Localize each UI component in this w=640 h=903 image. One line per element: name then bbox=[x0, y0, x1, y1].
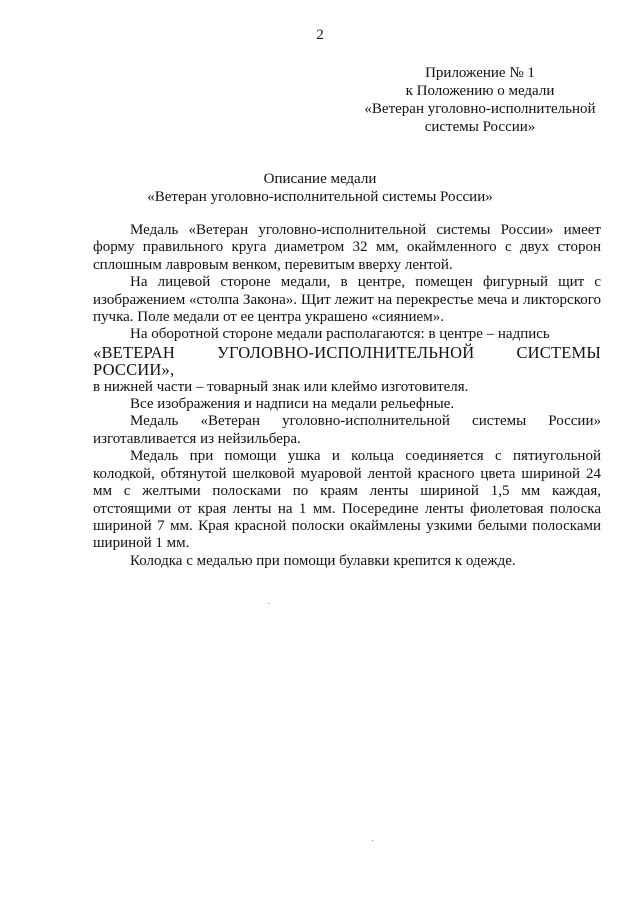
appendix-line-3: «Ветеран уголовно-исполнительной bbox=[364, 101, 596, 117]
appendix-line-2: к Положению о медали bbox=[405, 83, 555, 99]
reverse-text-start: На оборотной стороне медали располагаются: в центре – надпись bbox=[130, 326, 550, 343]
paragraph-ribbon: Медаль при помощи ушка и кольца соединяется с пятиугольной колодкой, обтянутой шелковой муаровой лентой красного цвета шириной 24 мм с желтыми полосками по краям ленты шириной 1,5 мм каждая, отстоящими от края ленты на 1 мм. Посередине ленты фиолетовая полоска шириной 7 мм. Края красной полоски окаймлены узкими белыми полосками шириной 1 мм. bbox=[93, 448, 601, 552]
paragraph-medal-shape: Медаль «Ветеран уголовно-исполнительной системы России» имеет форму правильного круга диаметром 32 мм, окаймленного с двух сторон сплошным лавровым венком, перевитым вверху лентой. bbox=[93, 222, 601, 273]
scan-speck bbox=[372, 840, 373, 841]
page-number: 2 bbox=[316, 27, 324, 43]
appendix-line-1: Приложение № 1 bbox=[425, 65, 535, 81]
title-line-2: «Ветеран уголовно-исполнительной системы России» bbox=[147, 189, 493, 205]
paragraph-reverse bbox=[93, 326, 601, 396]
document-title bbox=[0, 170, 640, 206]
paragraph-obverse: На лицевой стороне медали, в центре, помещен фигурный щит с изображением «столпа Закона». Щит лежит на перекрестье меча и ликторского пучка. Поле медали от ее центра украшено «сиянием». bbox=[93, 274, 601, 326]
document-body bbox=[93, 222, 601, 570]
scan-speck bbox=[268, 603, 269, 604]
appendix-header bbox=[340, 64, 620, 136]
title-line-1: Описание медали bbox=[263, 171, 377, 187]
appendix-line-4: системы России» bbox=[424, 119, 536, 135]
reverse-inscription: «ВЕТЕРАН УГОЛОВНО-ИСПОЛНИТЕЛЬНОЙ СИСТЕМЫ РОССИИ», bbox=[93, 342, 601, 380]
reverse-text-end: в нижней части – товарный знак или клеймо изготовителя. bbox=[93, 378, 469, 395]
paragraph-material: Медаль «Ветеран уголовно-исполнительной системы России» изготавливается из нейзильбера. bbox=[93, 413, 601, 447]
paragraph-attachment: Колодка с медалью при помощи булавки крепится к одежде. bbox=[130, 552, 516, 569]
paragraph-relief: Все изображения и надписи на медали рельефные. bbox=[130, 396, 455, 413]
